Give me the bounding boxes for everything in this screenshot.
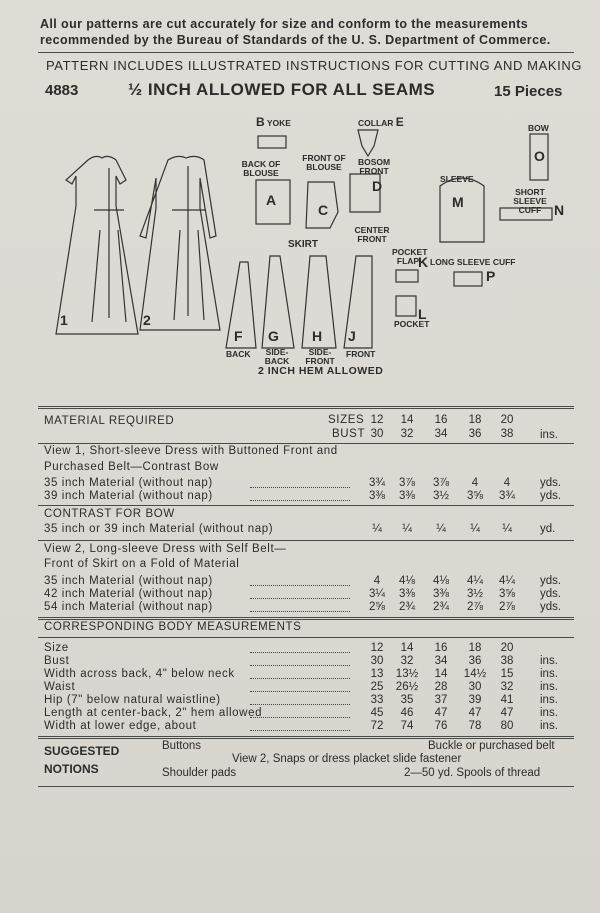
- body-row-value: 47: [468, 707, 482, 719]
- body-row-value: 80: [500, 720, 514, 732]
- view-2-title-2: Front of Skirt on a Fold of Material: [44, 558, 240, 570]
- skirt-side-back-letter: G: [268, 328, 279, 344]
- bow-letter: O: [534, 148, 545, 164]
- standards-notice: All our patterns are cut accurately for size and conform to the measurements recommended by the Bureau of Standards of the U. S. Department of Commerce.: [40, 17, 551, 47]
- body-row-value: 36: [468, 655, 482, 667]
- divider: [38, 540, 574, 541]
- contrast-row-value: ¼: [436, 523, 446, 535]
- body-row-value: 20: [500, 642, 514, 654]
- sleeve-label: SLEEVE: [440, 174, 474, 184]
- skirt-front-letter: J: [348, 328, 356, 344]
- notion-buttons: Buttons: [162, 740, 201, 752]
- material-heading: MATERIAL REQUIRED: [44, 415, 175, 427]
- pocket-flap-letter: K: [418, 254, 429, 270]
- body-row-value: 15: [500, 668, 514, 680]
- dot-leader: [250, 585, 350, 586]
- view-2-row-unit: yds.: [540, 601, 562, 613]
- sleeve-letter: M: [452, 194, 464, 210]
- dress-view-1-illustration: [56, 156, 138, 334]
- view-1-row-label: 39 inch Material (without nap): [44, 490, 213, 502]
- dot-leader: [250, 717, 350, 718]
- body-heading: CORRESPONDING BODY MEASUREMENTS: [44, 621, 302, 633]
- notion-thread: 2—50 yd. Spools of thread: [404, 767, 541, 779]
- body-row-value: 26½: [395, 681, 419, 693]
- view-1-row-unit: yds.: [540, 477, 562, 489]
- yoke-label: B YOKE: [256, 115, 291, 129]
- view-2-row-value: 2¾: [433, 601, 449, 613]
- dot-leader: [250, 500, 350, 501]
- seam-allowance: ½ INCH ALLOWED FOR ALL SEAMS: [128, 80, 436, 99]
- divider: [38, 786, 574, 787]
- view-1-title: View 1, Short-sleeve Dress with Buttoned Front and: [44, 445, 338, 457]
- view-2-row-value: 2⅞: [467, 601, 483, 613]
- body-row-unit: ins.: [540, 681, 558, 693]
- body-row-unit: ins.: [540, 655, 558, 667]
- pocket-flap-piece: [396, 270, 418, 282]
- long-cuff-piece: [454, 272, 482, 286]
- sleeve-piece: [440, 178, 484, 242]
- view-1-title-2: Purchased Belt—Contrast Bow: [44, 461, 219, 473]
- body-row-label: Waist: [44, 681, 76, 693]
- notions-heading-1: SUGGESTED: [44, 744, 120, 758]
- body-row-value: 32: [500, 681, 514, 693]
- view-2-row-value: 3½: [467, 588, 483, 600]
- center-front-label: CENTER FRONT: [354, 225, 390, 244]
- view-1-row-value: 3¾: [499, 490, 515, 502]
- view-2-row-value: 4⅛: [433, 575, 449, 587]
- bust-36: 36: [468, 428, 482, 440]
- bow-label: BOW: [528, 123, 549, 133]
- view-2-row-label: 42 inch Material (without nap): [44, 588, 213, 600]
- view-2-row-value: 4⅛: [399, 575, 415, 587]
- size-12: 12: [370, 414, 384, 426]
- view-2-row-value: 2⅝: [369, 601, 385, 613]
- body-row-unit: ins.: [540, 720, 558, 732]
- collar-label: COLLAR E: [358, 115, 404, 129]
- contrast-row-unit: yd.: [540, 523, 556, 535]
- dot-leader: [250, 691, 350, 692]
- back-blouse-letter: A: [266, 192, 277, 208]
- body-row-value: 41: [500, 694, 514, 706]
- long-cuff-label: LONG SLEEVE CUFF: [430, 257, 516, 267]
- view-2-row-value: 2⅞: [499, 601, 515, 613]
- body-row-value: 38: [500, 655, 514, 667]
- view-2-row-value: 4¼: [499, 575, 515, 587]
- dot-leader: [250, 678, 350, 679]
- pattern-number: 4883: [45, 82, 79, 99]
- view-1-row-value: 3⅜: [369, 490, 385, 502]
- view-2-row-label: 54 inch Material (without nap): [44, 601, 213, 613]
- notions-heading-2: NOTIONS: [44, 762, 99, 776]
- body-row-value: 25: [370, 681, 384, 693]
- body-row-value: 30: [468, 681, 482, 693]
- dress-view-2-illustration: [140, 156, 220, 330]
- contrast-row-value: ¼: [372, 523, 382, 535]
- contrast-row-value: ¼: [502, 523, 512, 535]
- contrast-row-value: ¼: [402, 523, 412, 535]
- view-2-row-value: 4¼: [467, 575, 483, 587]
- view-2-row-value: 2¾: [399, 601, 415, 613]
- body-row-value: 37: [434, 694, 448, 706]
- view-2-row-value: 3¼: [369, 588, 385, 600]
- body-row-value: 14½: [463, 668, 487, 680]
- notion-snaps: View 2, Snaps or dress placket slide fastener: [232, 753, 462, 765]
- short-cuff-letter: N: [554, 202, 565, 218]
- size-14: 14: [400, 414, 414, 426]
- skirt-front-label: FRONT: [346, 349, 376, 359]
- notion-belt: Buckle or purchased belt: [428, 740, 555, 752]
- view-1-row-value: 3½: [433, 490, 449, 502]
- pocket-flap-label: POCKET FLAP: [392, 247, 428, 266]
- bust-38: 38: [500, 428, 514, 440]
- body-row-value: 12: [370, 642, 384, 654]
- body-row-value: 30: [370, 655, 384, 667]
- skirt-side-front-label: SIDE-FRONT: [305, 347, 335, 366]
- view-2-row-value: 3⅜: [399, 588, 415, 600]
- dot-leader: [250, 730, 350, 731]
- collar-piece: [358, 130, 378, 156]
- divider: [38, 637, 574, 638]
- yoke-piece: [258, 136, 286, 148]
- divider: [38, 406, 574, 409]
- skirt-label: SKIRT: [288, 239, 318, 250]
- view-1-row-unit: yds.: [540, 490, 562, 502]
- dot-leader: [250, 487, 350, 488]
- bosom-front-letter: D: [372, 178, 383, 194]
- contrast-row-value: ¼: [470, 523, 480, 535]
- dot-leader: [250, 611, 350, 612]
- long-cuff-letter: P: [486, 268, 496, 284]
- pocket-label: POCKET: [394, 319, 430, 329]
- body-row-label: Length at center-back, 2" hem allowed: [44, 707, 263, 719]
- body-row-value: 14: [434, 668, 448, 680]
- bust-label: BUST: [332, 428, 366, 440]
- body-row-value: 47: [500, 707, 514, 719]
- skirt-back-label: BACK: [226, 349, 251, 359]
- view-1-number: 1: [60, 312, 68, 328]
- size-16: 16: [434, 414, 448, 426]
- body-row-value: 18: [468, 642, 482, 654]
- body-row-value: 72: [370, 720, 384, 732]
- view-2-number: 2: [143, 312, 151, 328]
- bust-34: 34: [434, 428, 448, 440]
- body-row-label: Hip (7" below natural waistline): [44, 694, 221, 706]
- hem-note: 2 INCH HEM ALLOWED: [258, 365, 384, 377]
- view-1-row-label: 35 inch Material (without nap): [44, 477, 213, 489]
- body-row-value: 78: [468, 720, 482, 732]
- body-row-value: 46: [400, 707, 414, 719]
- divider: [38, 736, 574, 739]
- dot-leader: [250, 665, 350, 666]
- view-1-row-value: 3⅝: [467, 490, 483, 502]
- view-1-row-value: 3⅞: [433, 477, 449, 489]
- body-row-value: 45: [370, 707, 384, 719]
- ins-unit: ins.: [540, 429, 558, 441]
- bust-32: 32: [400, 428, 414, 440]
- body-row-value: 39: [468, 694, 482, 706]
- notion-shoulder-pads: Shoulder pads: [162, 767, 237, 779]
- body-row-value: 14: [400, 642, 414, 654]
- pocket-piece: [396, 296, 416, 316]
- view-2-row-value: 3⅜: [433, 588, 449, 600]
- body-row-value: 35: [400, 694, 414, 706]
- body-row-value: 47: [434, 707, 448, 719]
- contrast-row-label: 35 inch or 39 inch Material (without nap): [44, 523, 274, 535]
- body-row-value: 32: [400, 655, 414, 667]
- sizes-label: SIZES: [328, 414, 365, 426]
- short-cuff-label: SHORT SLEEVE CUFF: [513, 187, 547, 215]
- front-blouse-letter: C: [318, 202, 329, 218]
- front-blouse-label: FRONT OF BLOUSE: [302, 153, 346, 172]
- view-2-row-label: 35 inch Material (without nap): [44, 575, 213, 587]
- body-row-label: Bust: [44, 655, 70, 667]
- skirt-side-back-label: SIDE-BACK: [264, 347, 290, 366]
- body-row-value: 76: [434, 720, 448, 732]
- body-row-value: 74: [400, 720, 414, 732]
- divider: [38, 617, 574, 620]
- size-18: 18: [468, 414, 482, 426]
- pocket-letter: L: [418, 306, 427, 322]
- view-1-row-value: 4: [471, 477, 479, 489]
- back-blouse-label: BACK OF BLOUSE: [241, 159, 281, 178]
- size-20: 20: [500, 414, 514, 426]
- bust-30: 30: [370, 428, 384, 440]
- bosom-front-label: BOSOM FRONT: [357, 157, 391, 176]
- body-row-label: Width at lower edge, about: [44, 720, 197, 732]
- includes-instructions: PATTERN INCLUDES ILLUSTRATED INSTRUCTIONS FOR CUTTING AND MAKING: [46, 58, 583, 73]
- view-1-row-value: 3⅞: [399, 477, 415, 489]
- divider: [38, 505, 574, 506]
- body-row-value: 13: [370, 668, 384, 680]
- skirt-side-front-letter: H: [312, 328, 323, 344]
- body-row-label: Width across back, 4" below neck: [44, 668, 235, 680]
- body-row-value: 13½: [395, 668, 419, 680]
- view-2-title: View 2, Long-sleeve Dress with Self Belt—: [44, 543, 287, 555]
- body-row-unit: ins.: [540, 694, 558, 706]
- body-row-value: 16: [434, 642, 448, 654]
- dot-leader: [250, 598, 350, 599]
- dot-leader: [250, 704, 350, 705]
- view-1-row-value: 3⅜: [399, 490, 415, 502]
- view-2-row-unit: yds.: [540, 575, 562, 587]
- dot-leader: [250, 652, 350, 653]
- contrast-bow-title: CONTRAST FOR BOW: [44, 508, 175, 520]
- view-1-row-value: 3¾: [369, 477, 385, 489]
- divider: [38, 443, 574, 444]
- body-row-value: 34: [434, 655, 448, 667]
- body-row-unit: ins.: [540, 707, 558, 719]
- body-row-value: 28: [434, 681, 448, 693]
- body-row-unit: ins.: [540, 668, 558, 680]
- body-row-label: Size: [44, 642, 69, 654]
- view-2-row-value: 4: [373, 575, 381, 587]
- view-2-row-unit: yds.: [540, 588, 562, 600]
- piece-count: 15 Pieces: [494, 83, 563, 100]
- view-1-row-value: 4: [503, 477, 511, 489]
- body-row-value: 33: [370, 694, 384, 706]
- skirt-back-letter: F: [234, 328, 243, 344]
- view-2-row-value: 3⅝: [499, 588, 515, 600]
